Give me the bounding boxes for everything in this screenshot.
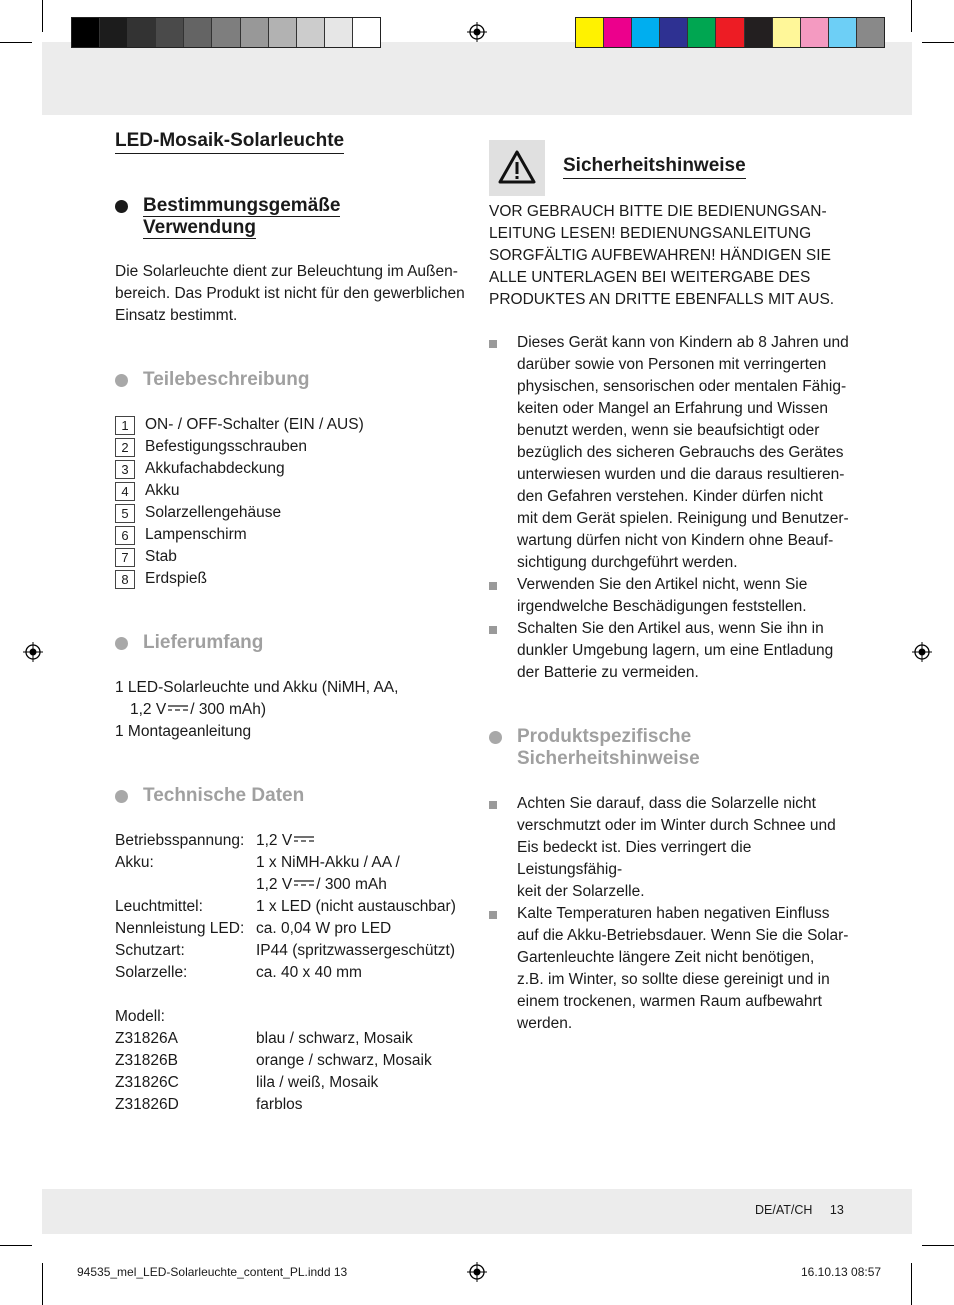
page-title: LED-Mosaik-Solarleuchte	[115, 130, 344, 154]
color-swatch	[632, 18, 660, 47]
list-item: 3 Akkufachabdeckung	[115, 458, 465, 480]
table-row: Z31826C lila / weiß, Mosaik	[115, 1074, 379, 1091]
table-row: Z31826B orange / schwarz, Mosaik	[115, 1052, 432, 1069]
process-color-bar	[575, 17, 885, 48]
table-row: Leuchtmittel: 1 x LED (nicht austauschbar)	[115, 898, 456, 915]
square-bullet-icon	[489, 626, 497, 634]
color-swatch	[604, 18, 632, 47]
section-heading-tech: Technische Daten	[115, 785, 465, 807]
color-swatch	[72, 18, 100, 47]
table-row: Z31826A blau / schwarz, Mosaik	[115, 1030, 413, 1047]
list-item: 1 ON- / OFF-Schalter (EIN / AUS)	[115, 414, 465, 436]
color-swatch	[716, 18, 744, 47]
square-bullet-icon	[489, 340, 497, 348]
table-row: Z31826D farblos	[115, 1096, 303, 1113]
color-swatch	[353, 18, 380, 47]
registration-mark-icon	[23, 642, 43, 662]
direct-current-icon	[293, 835, 315, 843]
list-item: 7 Stab	[115, 546, 465, 568]
registration-mark-icon	[467, 1262, 487, 1282]
list-item: Schalten Sie den Artikel aus, wenn Sie ihn in dunkler Umgebung lagern, um eine Entladung der Batterie zu vermeiden.	[489, 618, 849, 684]
list-item: Dieses Gerät kann von Kindern ab 8 Jahren und darüber sowie von Personen mit verringerten physischen, sensorischen oder mentalen Fähig- keiten oder Mangel an Erfahrung und Wissen benutzt werden, wenn sie beaufsichtigt oder bezüglich des sicheren Gebrauchs des Gerätes unterwiesen wurden und die daraus resultieren- den Gefahren verstehen. Kinder dürfen nicht mit dem Gerät spielen. Reinigung und Benutzer- wartung dürfen nicht von Kindern ohne Beauf- sichtigung durchgeführt werden.	[489, 332, 849, 574]
safety-caps-paragraph: VOR GEBRAUCH BITTE DIE BEDIENUNGSAN- LEITUNG LESEN! BEDIENUNGSANLEITUNG SORGFÄLTIG AUFBEWAHREN! HÄNDIGEN SIE ALLE UNTERLAGEN BEI WEITERGABE DES PRODUKTES AN DRITTE EBENFALLS MIT AUS.	[489, 203, 835, 308]
file-slug: 94535_mel_LED-Solarleuchte_content_PL.indd 13	[77, 1265, 348, 1279]
color-swatch	[156, 18, 184, 47]
color-swatch	[773, 18, 801, 47]
color-swatch	[212, 18, 240, 47]
list-item: 4 Akku	[115, 480, 465, 502]
color-swatch	[297, 18, 325, 47]
bullet-dot-icon	[115, 374, 128, 387]
square-bullet-icon	[489, 582, 497, 590]
direct-current-icon	[167, 704, 189, 712]
list-item: Kalte Temperaturen haben negativen Einfluss auf die Akku-Betriebsdauer. Wenn Sie die Solar- Gartenleuchte längere Zeit nicht benötigen, z.B. im Winter, so sollte diese gereinigt und in einem trockenen, warmen Raum aufbewahrt werden.	[489, 903, 849, 1035]
list-item: Verwenden Sie den Artikel nicht, wenn Sie irgendwelche Beschädigungen feststellen.	[489, 574, 849, 618]
color-swatch	[241, 18, 269, 47]
parts-list	[115, 414, 465, 590]
safety-bullets	[489, 332, 849, 684]
list-item: 8 Erdspieß	[115, 568, 465, 590]
list-item: Achten Sie darauf, dass die Solarzelle nicht verschmutzt oder im Winter durch Schnee und Eis bedeckt ist. Dies verringert die Leistungsfähig- keit der Solarzelle.	[489, 793, 849, 903]
section-heading-product-safety: Produktspezifische Sicherheitshinweise	[489, 726, 849, 770]
product-safety-section	[489, 726, 849, 1035]
section-heading-parts: Teilebeschreibung	[115, 369, 465, 391]
registration-mark-icon	[912, 642, 932, 662]
print-timestamp: 16.10.13 08:57	[801, 1265, 882, 1279]
table-row: 1,2 V / 300 mAh	[256, 876, 387, 893]
header-band	[42, 42, 912, 115]
table-row: Betriebsspannung: 1,2 V	[115, 830, 465, 852]
color-swatch	[325, 18, 353, 47]
color-swatch	[269, 18, 297, 47]
tech-table	[115, 830, 465, 1116]
bullet-dot-icon	[115, 200, 128, 213]
warning-triangle-icon	[489, 140, 545, 196]
list-item: 2 Befestigungsschrauben	[115, 436, 465, 458]
table-row: Nennleistung LED: ca. 0,04 W pro LED	[115, 920, 392, 937]
page-number: 13	[829, 1203, 844, 1217]
square-bullet-icon	[489, 911, 497, 919]
color-swatch	[688, 18, 716, 47]
section-heading-use: Bestimmungsgemäße Verwendung	[115, 195, 465, 239]
color-swatch	[100, 18, 128, 47]
square-bullet-icon	[489, 801, 497, 809]
greyscale-color-bar	[71, 17, 381, 48]
table-row: Modell:	[115, 1008, 165, 1025]
page-footer: DE/AT/CH 13	[755, 1203, 844, 1217]
registration-mark-icon	[467, 22, 487, 42]
bullet-dot-icon	[115, 637, 128, 650]
color-swatch	[857, 18, 884, 47]
color-swatch	[576, 18, 604, 47]
color-swatch	[184, 18, 212, 47]
list-item: 5 Solarzellengehäuse	[115, 502, 465, 524]
color-swatch	[128, 18, 156, 47]
table-row: Akku: 1 x NiMH-Akku / AA /	[115, 854, 400, 871]
bullet-dot-icon	[489, 731, 502, 744]
color-swatch	[801, 18, 829, 47]
section-heading-scope: Lieferumfang	[115, 632, 465, 654]
list-item: 6 Lampenschirm	[115, 524, 465, 546]
color-swatch	[745, 18, 773, 47]
left-column	[115, 130, 465, 1116]
use-paragraph: Die Solarleuchte dient zur Beleuchtung im Außen- bereich. Das Produkt ist nicht für den gewerblichen Einsatz bestimmt.	[115, 263, 465, 324]
scope-list: 1 LED-Solarleuchte und Akku (NiMH, AA, 1,2 V / 300 mAh) 1 Montageanleitung	[115, 679, 399, 740]
color-swatch	[660, 18, 688, 47]
bullet-dot-icon	[115, 790, 128, 803]
safety-heading: Sicherheitshinweise	[563, 155, 746, 179]
table-row: Schutzart: IP44 (spritzwassergeschützt)	[115, 942, 455, 959]
color-swatch	[829, 18, 857, 47]
table-row: Solarzelle: ca. 40 x 40 mm	[115, 964, 362, 981]
direct-current-icon	[293, 879, 315, 887]
warning-box	[489, 140, 545, 196]
